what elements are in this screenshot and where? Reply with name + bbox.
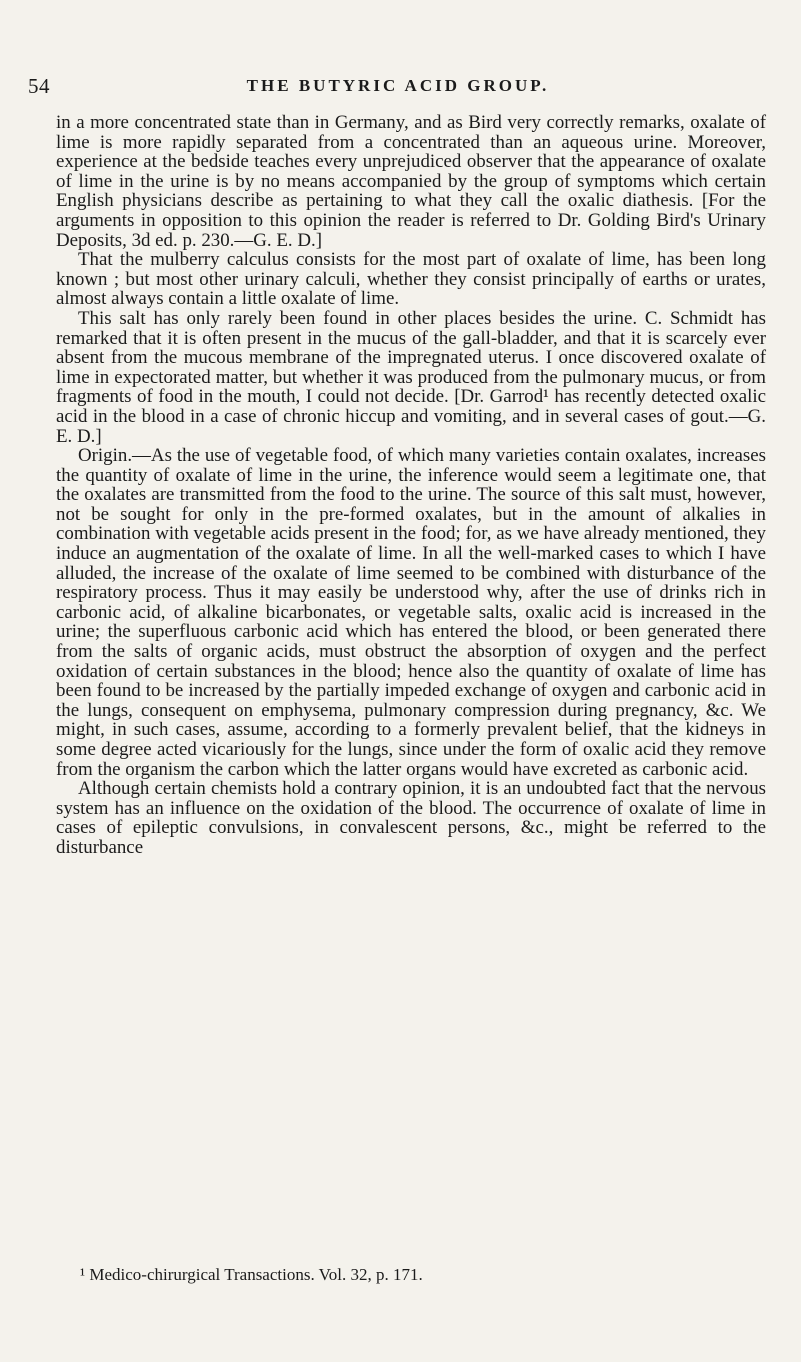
body-text	[56, 113, 766, 858]
paragraph: This salt has only rarely been found in other places besides the urine. C. Schmidt has remarked that it is often present in the mucus of the gall-bladder, and that it is scarcely ever absent from the mucous membrane of the impregnated uterus. I once discovered oxalate of lime in expectorated matter, but whether it was produced from the pulmonary mucus, or from fragments of food in the mouth, I could not decide. [Dr. Garrod¹ has recently detected oxalic acid in the blood in a case of chronic hiccup and vomiting, and in several cases of gout.—G. E. D.]	[56, 307, 766, 447]
page-number: 54	[28, 74, 50, 98]
footnote: ¹ Medico-chirurgical Transactions. Vol. 32, p. 171.	[80, 1265, 423, 1284]
page-header	[28, 74, 768, 100]
running-head: THE BUTYRIC ACID GROUP.	[246, 76, 550, 95]
paragraph: Although certain chemists hold a contrary opinion, it is an undoubted fact that the nervous system has an influence on the oxidation of the blood. The occurrence of oxalate of lime in cases of epileptic convulsions, in convalescent persons, &c., might be referred to the disturbance	[56, 778, 766, 858]
paragraph: in a more concentrated state than in Germany, and as Bird very correctly remarks, oxalate of lime is more rapidly separated from a concentrated than an aqueous urine. Moreover, experience at the bedside teaches every unprejudiced observer that the appearance of oxalate of lime in the urine is by no means accompanied by the group of symptoms which certain English physicians describe as pertaining to what they call the oxalic diathesis. [For the arguments in opposition to this opinion the reader is referred to Dr. Golding Bird's Urinary Deposits, 3d ed. p. 230.—G. E. D.]	[56, 112, 766, 251]
paragraph: Origin.—As the use of vegetable food, of which many varieties contain oxalates, increases the quantity of oxalate of lime in the urine, the inference would seem a legitimate one, that the oxalates are transmitted from the food to the urine. The source of this salt must, however, not be sought for only in the pre-formed oxalates, but in the amount of alkalies in combination with vegetable acids present in the food; for, as we have already mentioned, they induce an augmentation of the oxalate of lime. In all the well-marked cases to which I have alluded, the increase of the oxalate of lime seemed to be combined with disturbance of the respiratory process. Thus it may easily be understood why, after the use of drinks rich in carbonic acid, of alkaline bicarbonates, or vegetable salts, oxalic acid is increased in the urine; the superfluous carbonic acid which has entered the blood, or been generated there from the salts of organic acids, must obstruct the absorption of oxygen and the perfect oxidation of certain substances in the blood; hence also the quantity of oxalate of lime has been found to be increased by the partially impeded exchange of oxygen and carbonic acid in the lungs, consequent on emphysema, pulmonary compression during pregnancy, &c. We might, in such cases, assume, according to a formerly prevalent belief, that the kidneys in some degree acted vicariously for the lungs, since under the form of oxalic acid they remove from the organism the carbon which the latter organs would have excreted as carbonic acid.	[56, 445, 766, 780]
paragraph: That the mulberry calculus consists for the most part of oxalate of lime, has been long known ; but most other urinary calculi, whether they consist principally of earths or urates, almost always contain a little oxalate of lime.	[56, 249, 766, 310]
